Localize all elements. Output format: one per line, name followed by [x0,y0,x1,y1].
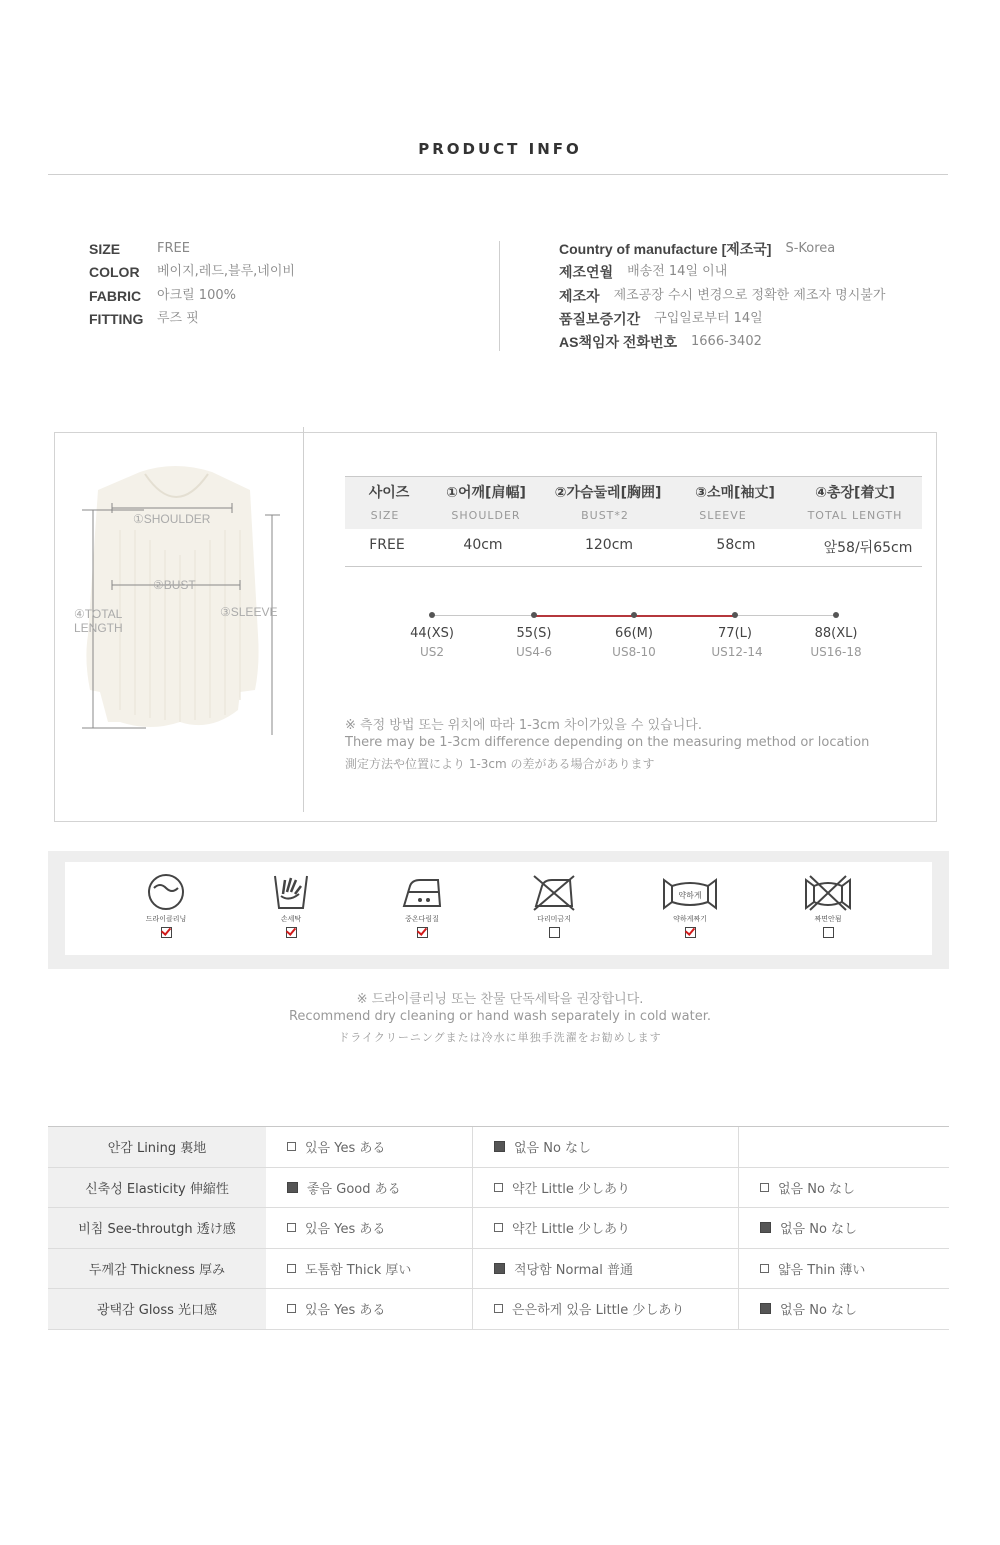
checkbox [494,1304,503,1313]
info-row-as-phone [559,333,885,356]
info-right [559,240,885,356]
info-label: AS책임자 전화번호 [559,334,678,351]
checkbox [287,1223,296,1232]
care-medium-iron [382,872,462,938]
hand-wash-icon [271,872,311,912]
size-scale-label: 77(L) [718,626,752,641]
feature-row-thickness [48,1249,949,1290]
option-text: 있음 Yes ある [305,1222,386,1238]
care-label: 손세탁 [280,915,302,923]
option-text: 적당함 Normal 普通 [514,1262,633,1278]
no-iron-icon [532,872,576,912]
sleeve-header-ko: ③소매[袖丈] [695,485,775,501]
care-hand-wash [251,872,331,938]
length-header-ko: ④총장[着丈] [815,485,895,501]
option-text: 약간 Little 少しあり [512,1181,631,1197]
size-scale-us: US12-14 [711,645,763,659]
care-wring-gently [650,872,730,938]
wring-icon-text: 약하게 [678,891,702,900]
care-label: 중온다림질 [405,915,439,923]
option-text: 있음 Yes ある [305,1141,386,1157]
option-text: 없음 No なし [780,1303,858,1319]
bust-value: 120cm [584,537,634,553]
option-text: 얇음 Thin 薄い [778,1262,866,1278]
checkbox [287,1142,296,1151]
feature-row-gloss [48,1289,949,1330]
care-label: 약하게짜기 [673,915,707,923]
checkbox [287,1304,296,1313]
info-value: 배송전 14일 이내 [627,264,728,280]
size-table-rule [345,566,922,567]
care-dry-clean [126,872,206,938]
length-value: 앞58/뒤65cm [823,540,913,556]
care-checkbox [685,927,696,938]
checkbox [494,1183,503,1192]
info-value: 베이지,레드,블루,네이비 [157,264,295,280]
feature-label: 두께감 Thickness 厚み [48,1249,266,1289]
option-text: 약간 Little 少しあり [512,1222,631,1238]
sleeve-value: 58cm [716,537,756,553]
option-text: 도톰함 Thick 厚い [305,1262,412,1278]
size-scale-us: US2 [419,645,445,659]
size-scale-dot [429,612,435,618]
size-scale-dot [833,612,839,618]
size-header-ko: 사이즈 [368,485,410,501]
iron-icon [400,872,444,912]
checkbox-checked [494,1263,505,1274]
option-text: 있음 Yes ある [305,1303,386,1319]
size-scale-us: US16-18 [810,645,862,659]
care-label: 드라이클리닝 [145,915,187,923]
feature-option [473,1289,739,1329]
feature-option [473,1127,739,1167]
care-label: 짜면안됨 [814,915,842,923]
shoulder-label: ①SHOULDER [133,512,211,526]
wash-note-ko: ※ 드라이클리닝 또는 찬물 단독세탁을 권장합니다. [356,992,644,1007]
info-row-date [559,263,885,286]
checkbox-checked [287,1182,298,1193]
care-no-wring [788,872,868,938]
checkbox-checked [760,1303,771,1314]
info-label: COLOR [89,264,140,281]
size-box-divider [303,427,304,812]
total-length-label-1: ④TOTAL [74,607,123,621]
page-title: PRODUCT INFO [418,140,582,158]
feature-row-elasticity [48,1168,949,1209]
care-checkbox [549,927,560,938]
option-text: 없음 No なし [778,1181,856,1197]
feature-option [739,1168,949,1208]
feature-option [473,1168,739,1208]
sleeve-header-en: SLEEVE [699,509,747,522]
measure-note-ja: 測定方法や位置により 1-3cm の差がある場合があります [345,757,655,771]
feature-option [266,1289,473,1329]
bust-label: ②BUST [153,578,196,592]
title-divider [48,174,948,175]
dry-clean-icon [146,872,186,912]
size-table-header [345,476,922,529]
checkbox [287,1264,296,1273]
info-row-fitting [89,310,295,333]
checkbox-checked [760,1222,771,1233]
info-row-maker [559,287,885,310]
feature-option [739,1249,949,1289]
feature-row-see-through [48,1208,949,1249]
info-value: 아크릴 100% [157,287,236,303]
feature-label: 신축성 Elasticity 伸縮性 [48,1168,266,1208]
size-scale-us: US4-6 [516,645,552,659]
shoulder-header-ko: ①어깨[肩幅] [446,485,526,501]
info-label: Country of manufacture [제조국] [559,241,772,257]
care-checkbox [161,927,172,938]
size-value: FREE [369,537,405,553]
option-text: 없음 No なし [780,1222,858,1238]
size-scale-us: US8-10 [612,645,656,659]
wash-note-ja: ドライクリーニングまたは冷水に単独手洗濯をお勧めします [338,1031,662,1044]
care-checkbox [417,927,428,938]
info-label: 품질보증기간 [559,310,641,327]
total-length-label-2: LENGTH [74,621,123,635]
info-left [89,240,295,333]
feature-option [473,1249,739,1289]
info-label: 제조연월 [559,264,614,281]
sleeve-label: ③SLEEVE [220,605,278,619]
info-value: 구입일로부터 14일 [654,310,763,326]
info-value: FREE [157,241,190,256]
feature-option [266,1168,473,1208]
feature-label: 안감 Lining 裏地 [48,1127,266,1167]
bust-header-ko: ②가슴둘레[胸囲] [554,485,662,501]
info-value: 루즈 핏 [157,310,199,326]
no-wring-icon [804,872,852,912]
option-text: 좋음 Good ある [307,1181,401,1197]
length-header-en: TOTAL LENGTH [807,509,903,522]
info-value: S-Korea [785,241,836,256]
size-scale-dot [732,612,738,618]
wring-gently-icon [662,872,718,912]
care-checkbox [286,927,297,938]
shoulder-header-en: SHOULDER [451,509,521,522]
info-row-size [89,240,295,263]
info-row-fabric [89,287,295,310]
checkbox [760,1183,769,1192]
size-scale-label: 55(S) [516,626,552,641]
info-row-color [89,263,295,286]
feature-option-empty [739,1127,949,1167]
info-label: 제조자 [559,287,600,304]
care-label: 다리미금지 [537,915,571,923]
size-scale-label: 88(XL) [814,626,858,641]
size-header-en: SIZE [370,509,400,522]
info-divider [499,241,500,351]
info-label: FITTING [89,310,144,327]
info-label: SIZE [89,241,121,257]
shoulder-value: 40cm [463,537,503,553]
bust-header-en: BUST*2 [581,509,629,522]
care-checkbox [823,927,834,938]
wash-note-en: Recommend dry cleaning or hand wash separately in cold water. [288,1009,711,1024]
checkbox [760,1264,769,1273]
feature-option [266,1127,473,1167]
size-scale-dot [531,612,537,618]
info-label: FABRIC [89,287,142,304]
size-scale-label: 66(M) [615,626,653,641]
info-row-warranty [559,310,885,333]
option-text: 없음 No なし [514,1141,592,1157]
feature-option [266,1249,473,1289]
feature-option [739,1208,949,1248]
care-no-iron [514,872,594,938]
feature-row-lining [48,1127,949,1168]
feature-option [473,1208,739,1248]
info-value: 1666-3402 [691,334,762,350]
measure-note-ko: ※ 측정 방법 또는 위치에 따라 1-3cm 차이가있을 수 있습니다. [345,718,702,733]
option-text: 은은하게 있음 Little 少しあり [512,1303,685,1319]
info-row-country [559,240,885,263]
checkbox-checked [494,1141,505,1152]
sweater-illustration [80,460,280,735]
feature-table [48,1126,949,1330]
feature-label: 비침 See-throutgh 透け感 [48,1208,266,1248]
feature-option [266,1208,473,1248]
checkbox [494,1223,503,1232]
size-scale-dot [631,612,637,618]
feature-label: 광택감 Gloss 光口感 [48,1289,266,1329]
info-value: 제조공장 수시 변경으로 정확한 제조자 명시불가 [613,287,886,303]
measure-note-en: There may be 1-3cm difference depending on the measuring method or location [345,735,870,750]
feature-option [739,1289,949,1329]
size-scale-label: 44(XS) [410,626,454,641]
